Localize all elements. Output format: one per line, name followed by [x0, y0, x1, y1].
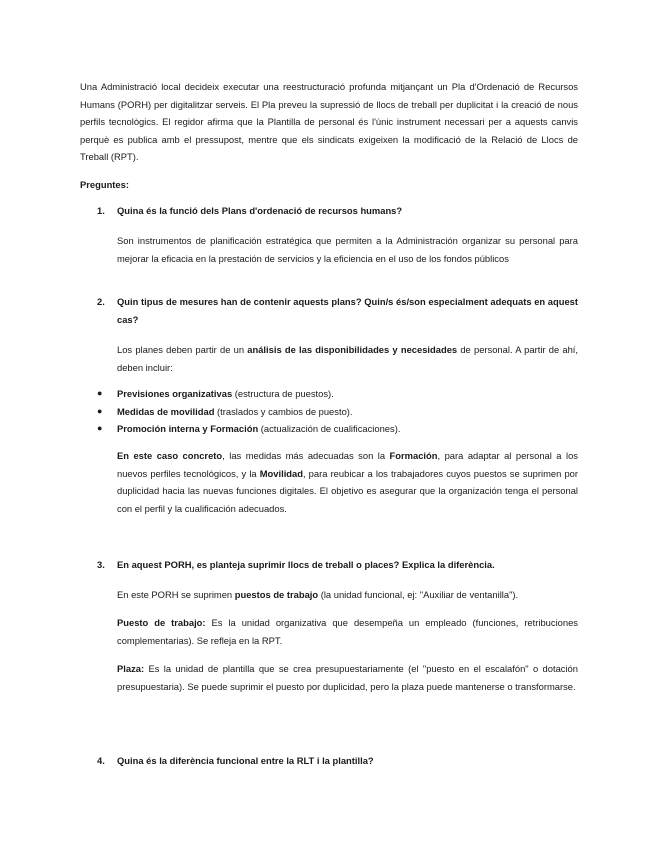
case-formation: Formación [389, 450, 438, 461]
answer-2-intro-a: Los planes deben partir de un [117, 344, 248, 355]
plaza-definition: Es la unidad de plantilla que se crea presupuestariamente (el "puesto en el escalafón" o dotación presupuestaria). Se puede suprimir el puesto por duplicidad, pero la plaza puede mantenerse o transformarse. [117, 663, 578, 692]
bullet-bold: Promoción interna y Formación [117, 423, 259, 434]
answer-1: Son instrumentos de planificación estratégica que permiten a la Administración organizar su personal para mejorar la eficacia en la prestación de servicios y la eficiencia en el uso de los fondos públicos [117, 235, 578, 264]
answer-3-text: En este PORH se suprimen [117, 589, 235, 600]
case-bold: En este caso concreto [117, 450, 223, 461]
question-4-text: Quina és la diferència funcional entre la RLT i la plantilla? [117, 755, 374, 766]
answer-2-intro-c: de personal. A partir de ahí, deben incluir: [117, 344, 579, 373]
case-text: , para reubicar a los trabajadores cuyos puestos se suprimen por duplicidad hacia las nuevas funciones digitales. El objetivo es asegurar que la organización tenga el personal con el perfil y la cualificación adecuados. [117, 467, 578, 514]
bullet-text [117, 420, 400, 438]
puesto-label: Puesto de trabajo: [117, 617, 206, 628]
case-text: , las medidas más adecuadas son la [222, 450, 390, 461]
answer-2-case [117, 447, 578, 517]
bullet-icon: ● [97, 388, 103, 398]
bullet-text [117, 403, 353, 421]
question-1-text: Quina és la funció dels Plans d'ordenació de recursos humans? [117, 205, 403, 216]
answer-2-intro-bold: análisis de las disponibilidades y necesidades [247, 344, 458, 355]
bullet-icon: ● [97, 423, 103, 433]
question-3-number: 3. [97, 559, 105, 570]
question-4-number: 4. [97, 755, 105, 766]
question-2-number: 2. [97, 296, 105, 307]
bullet-rest: (actualización de cualificaciones). [258, 423, 401, 434]
question-2-text: Quin tipus de mesures han de contenir aquests plans? Quin/s és/son especialment adequats en aquest cas? [117, 296, 578, 325]
bullet-rest: (estructura de puestos). [232, 388, 334, 399]
answer-3-bold: puestos de trabajo [234, 589, 319, 600]
case-mobility: Movilidad [259, 467, 303, 479]
answer-3-puesto [117, 614, 578, 649]
bullet-text [117, 385, 334, 403]
bullet-rest: (traslados y cambios de puesto). [214, 406, 353, 417]
questions-heading: Preguntes: [80, 179, 129, 190]
plaza-label: Plaza: [117, 663, 145, 674]
question-3-text: En aquest PORH, es planteja suprimir llocs de treball o places? Explica la diferència. [117, 559, 495, 570]
bullet-bold: Medidas de movilidad [117, 406, 215, 417]
puesto-definition: Es la unidad organizativa que desempeña un empleado (funciones, retribuciones complementarias). Se refleja en la RPT. [117, 617, 578, 646]
answer-3-intro [117, 586, 578, 604]
bullet-bold: Previsiones organizativas [117, 388, 233, 399]
answer-3-plaza [117, 660, 578, 695]
case-statement: Una Administració local decideix executar una reestructuració profunda mitjançant un Pla d'Ordenació de Recursos Humans (PORH) per digitalitzar serveis. El Pla preveu la supressió de llocs de treball per duplicitat i la creació de nous perfils tecnològics. El regidor afirma que la Plantilla de personal és l'únic instrument necessari per a aquests canvis perquè es publica amb el pressupost, mentre que els sindicats exigeixen la modificació de la Relació de Llocs de Treball (RPT). [80, 81, 578, 163]
answer-3-text: (la unidad funcional, ej: "Auxiliar de ventanilla"). [318, 589, 519, 600]
bullet-icon: ● [97, 406, 103, 416]
answer-2-intro [117, 341, 578, 376]
case-text: , para adaptar al personal a los nuevos perfiles tecnológicos, y la [117, 450, 578, 479]
question-1-number: 1. [97, 205, 105, 216]
